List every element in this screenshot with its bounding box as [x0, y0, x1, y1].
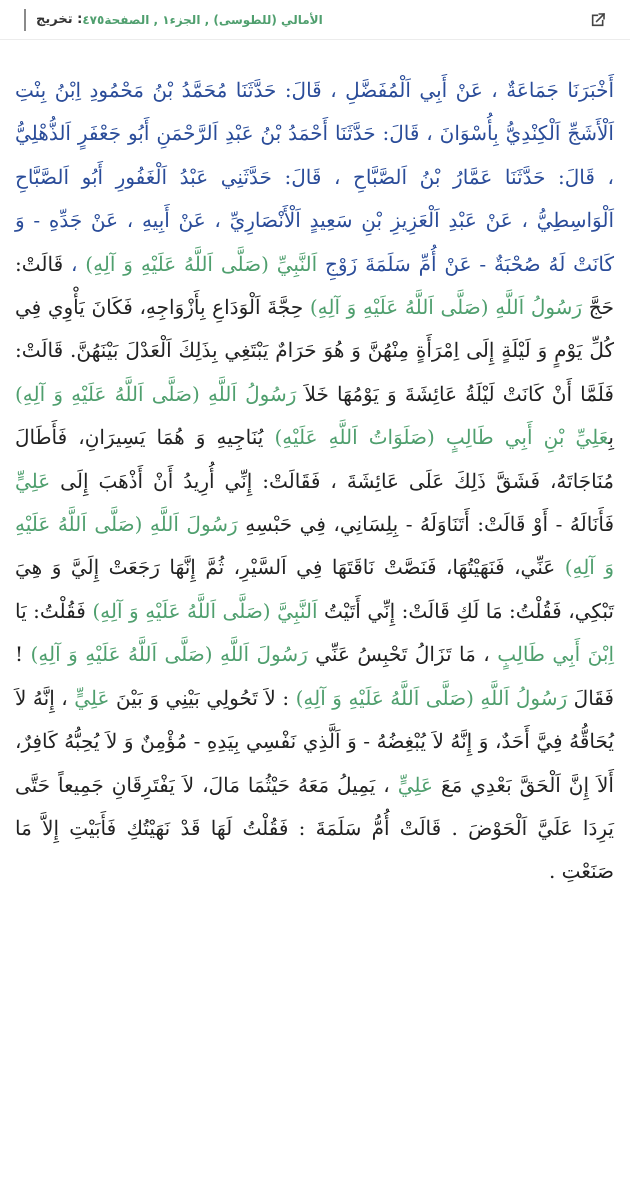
hadith-text-segment: فَأَنَالَهُ - أَوْ قَالَتْ: أَتَنَاوَلَهُ - بِلِسَانِي، فِي حَبْسِهِ [237, 512, 615, 537]
narration-chain-text: ، [63, 251, 86, 276]
honorific-name: رَسُولُ اَللَّهِ (صَلَّى اَللَّهُ عَلَيْهِ وَ آلِهِ) [15, 381, 297, 406]
hadith-text-segment: بِ [608, 425, 614, 450]
honorific-name: رَسُولُ اَللَّهِ (صَلَّى اَللَّهُ عَلَيْهِ وَ آلِهِ) [309, 295, 583, 320]
hadith-text-segment: ، مَا تَزَالُ تَحْبِسُ عَنِّي [307, 642, 498, 667]
honorific-name: عَلِيٍّ [15, 468, 51, 493]
hadith-text-segment: يُنَاجِيهِ وَ هُمَا يَسِيرَانِ، فَأَطَالَ مُنَاجَاتَهُ، فَشَقَّ ذَلِكَ عَلَى عَائِشَةَ ، فَقَالَتْ: إِنِّي أُرِيدُ أَنْ أَذْهَبَ إِلَى [15, 425, 614, 493]
external-link-icon[interactable] [590, 12, 606, 28]
honorific-name: رَسُولَ اَللَّهِ (صَلَّى اَللَّهُ عَلَيْهِ وَ آلِهِ) [30, 642, 308, 667]
honorific-name: اَلنَّبِيَّ (صَلَّى اَللَّهُ عَلَيْهِ وَ آلِهِ) [92, 598, 318, 623]
honorific-name: رَسُولُ اَللَّهِ (صَلَّى اَللَّهُ عَلَيْهِ وَ آلِهِ) [295, 685, 568, 710]
hadith-text-segment: ! فَقَالَ [15, 642, 614, 710]
hadith-text-segment: حِجَّةَ اَلْوَدَاعِ بِأَزْوَاجِهِ، فَكَانَ يَأْوِي فِي كُلِّ يَوْمٍ وَ لَيْلَةٍ إِلَى اِمْرَأَةٍ مِنْهُنَّ وَ هُوَ حَرَامٌ يَبْتَغِي بِذَلِكَ اَلْعَدْلَ بَيْنَهُنَّ. قَالَتْ: فَلَمَّا أَنْ كَانَتْ لَيْلَةُ عَائِشَةَ وَ يَوْمُهَا خَلاَ [15, 295, 614, 406]
reference-bar [0, 0, 630, 40]
honorific-name: رَسُولَ اَللَّهِ (صَلَّى اَللَّهُ عَلَيْهِ وَ آلِهِ) [15, 512, 614, 580]
hadith-text [0, 40, 630, 1200]
reference-divider [24, 9, 26, 31]
honorific-name: اَلنَّبِيِّ (صَلَّى اَللَّهُ عَلَيْهِ وَ آلِهِ) [85, 251, 318, 276]
honorific-name: عَلِيٍّ [397, 772, 433, 797]
honorific-name: عَلِيِّ بْنِ أَبِي طَالِبٍ (صَلَوَاتُ اَللَّهِ عَلَيْهِ) [274, 425, 609, 450]
hadith-text-segment: : لاَ تَحُولِي بَيْنِي وَ بَيْنَ [109, 685, 296, 710]
hadith-text-segment: قَالَتْ: حَجَّ [15, 251, 614, 320]
hadith-text-segment: ، إِنَّهُ لاَ يُحَاقُّهُ فِيَّ أَحَدٌ، وَ إِنَّهُ لاَ يُبْغِضُهُ - وَ اَلَّذِي نَفْسِي بِيَدِهِ - مُؤْمِنٌ وَ لاَ يُحِبُّهُ كَافِرٌ، أَلاَ إِنَّ اَلْحَقَّ بَعْدِي مَعَ [15, 685, 614, 797]
narration-chain-text: أَخْبَرَنَا جَمَاعَةٌ ، عَنْ أَبِي اَلْمُفَضَّلِ ، قَالَ: حَدَّثَنَا مُحَمَّدُ بْنُ مَحْمُودِ اِبْنُ بِنْتِ اَلْأَشَجِّ اَلْكِنْدِيُّ بِأُسْوَانَ ، قَالَ: حَدَّثَنَا أَحْمَدُ بْنُ عَبْدِ اَلرَّحْمَنِ أَبُو جَعْفَرٍ اَلذُّهْلِيُّ ، قَالَ: حَدَّثَنَا عَمَّارُ بْنُ اَلصَّبَّاحِ ، قَالَ: حَدَّثَنِي عَبْدُ اَلْغَفُورِ أَبُو اَلصَّبَّاحِ اَلْوَاسِطِيُّ ، عَنْ عَبْدِ اَلْعَزِيزِ بْنِ سَعِيدٍ اَلْأَنْصَارِيِّ ، عَنْ أَبِيهِ ، عَنْ جَدِّهِ - وَ كَانَتْ لَهُ صُحْبَةٌ - عَنْ أُمِّ سَلَمَةَ زَوْجِ [15, 78, 614, 276]
hadith-text-segment: ، يَمِيلُ مَعَهُ حَيْثُمَا مَالَ، لاَ يَفْتَرِقَانِ جَمِيعاً حَتَّى يَرِدَا عَلَيَّ اَلْحَوْضَ . قَالَتْ أُمُّ سَلَمَةَ : فَقُلْتُ لَهَا قَدْ نَهَيْتُكِ فَأَبَيْتِ إِلاَّ مَا صَنَعْتِ . [15, 772, 614, 884]
reference-source[interactable]: الأمالي (للطوسی) , الجزء١ , الصفحة٤٧٥ [82, 12, 323, 27]
reference-label: تخريج : [36, 12, 83, 27]
honorific-name: اِبْنَ أَبِي طَالِبٍ [497, 642, 614, 667]
honorific-name: عَلِيٍّ [74, 685, 110, 710]
hadith-text-segment: فَقُلْتُ: يَا [15, 598, 93, 623]
hadith-text-segment: عَنِّي، فَنَهَيْتُهَا، فَنَصَّتْ نَاقَتَهَا فِي اَلسَّيْرِ، ثُمَّ إِنَّهَا رَجَعَتْ إِلَيَّ وَ هِيَ تَبْكِي، فَقُلْتُ: مَا لَكِ قَالَتْ: إِنِّي أَتَيْتُ [15, 555, 614, 623]
